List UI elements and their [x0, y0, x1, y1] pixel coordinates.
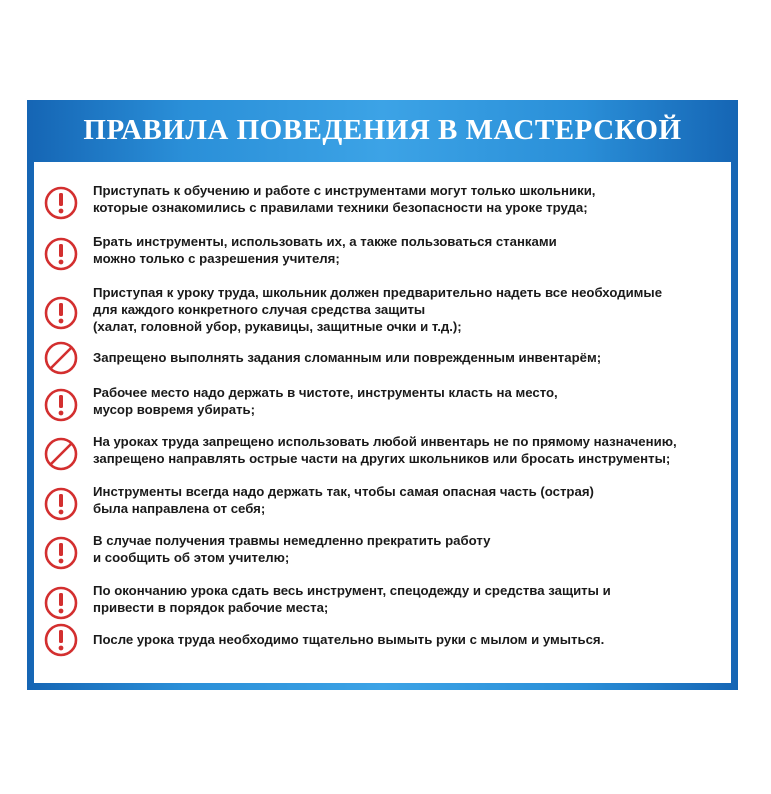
exclamation-icon — [44, 586, 78, 620]
rule-text: Запрещено выполнять задания сломанным или поврежденным инвентарём; — [93, 350, 602, 365]
rules-poster — [27, 100, 738, 690]
rule-text: Инструменты всегда надо держать так, чтобы самая опасная часть (острая) была направлена от себя; — [93, 484, 594, 516]
rules-panel — [34, 162, 731, 683]
rule-text: В случае получения травмы немедленно прекратить работу и сообщить об этом учителю; — [93, 533, 491, 565]
rule-text: На уроках труда запрещено использовать любой инвентарь не по прямому назначению, запрещено направлять острые части на других школьников или бросать инструменты; — [93, 434, 677, 466]
prohibition-icon — [44, 341, 78, 375]
poster-title: ПРАВИЛА ПОВЕДЕНИЯ В МАСТЕРСКОЙ — [83, 114, 682, 146]
rule-text: По окончанию урока сдать весь инструмент, спецодежду и средства защиты и привести в порядок рабочие места; — [93, 583, 611, 615]
rule-text: Приступать к обучению и работе с инструментами могут только школьники, которые ознакомились с правилами техники безопасности на уроке труда; — [93, 183, 596, 215]
rule-text: Рабочее место надо держать в чистоте, инструменты класть на место, мусор вовремя убирать; — [93, 385, 558, 417]
rule-text: Приступая к уроку труда, школьник должен предварительно надеть все необходимые для каждого конкретного случая средства защиты (халат, головной убор, рукавицы, защитные очки и т.д.); — [93, 285, 663, 334]
prohibition-icon — [44, 437, 78, 471]
exclamation-icon — [44, 487, 78, 521]
exclamation-icon — [44, 186, 78, 220]
rule-text: После урока труда необходимо тщательно вымыть руки с мылом и умыться. — [93, 632, 605, 647]
exclamation-icon — [44, 237, 78, 271]
rule-text: Брать инструменты, использовать их, а также пользоваться станками можно только с разрешения учителя; — [93, 234, 557, 266]
exclamation-icon — [44, 388, 78, 422]
exclamation-icon — [44, 536, 78, 570]
exclamation-icon — [44, 623, 78, 657]
exclamation-icon — [44, 296, 78, 330]
